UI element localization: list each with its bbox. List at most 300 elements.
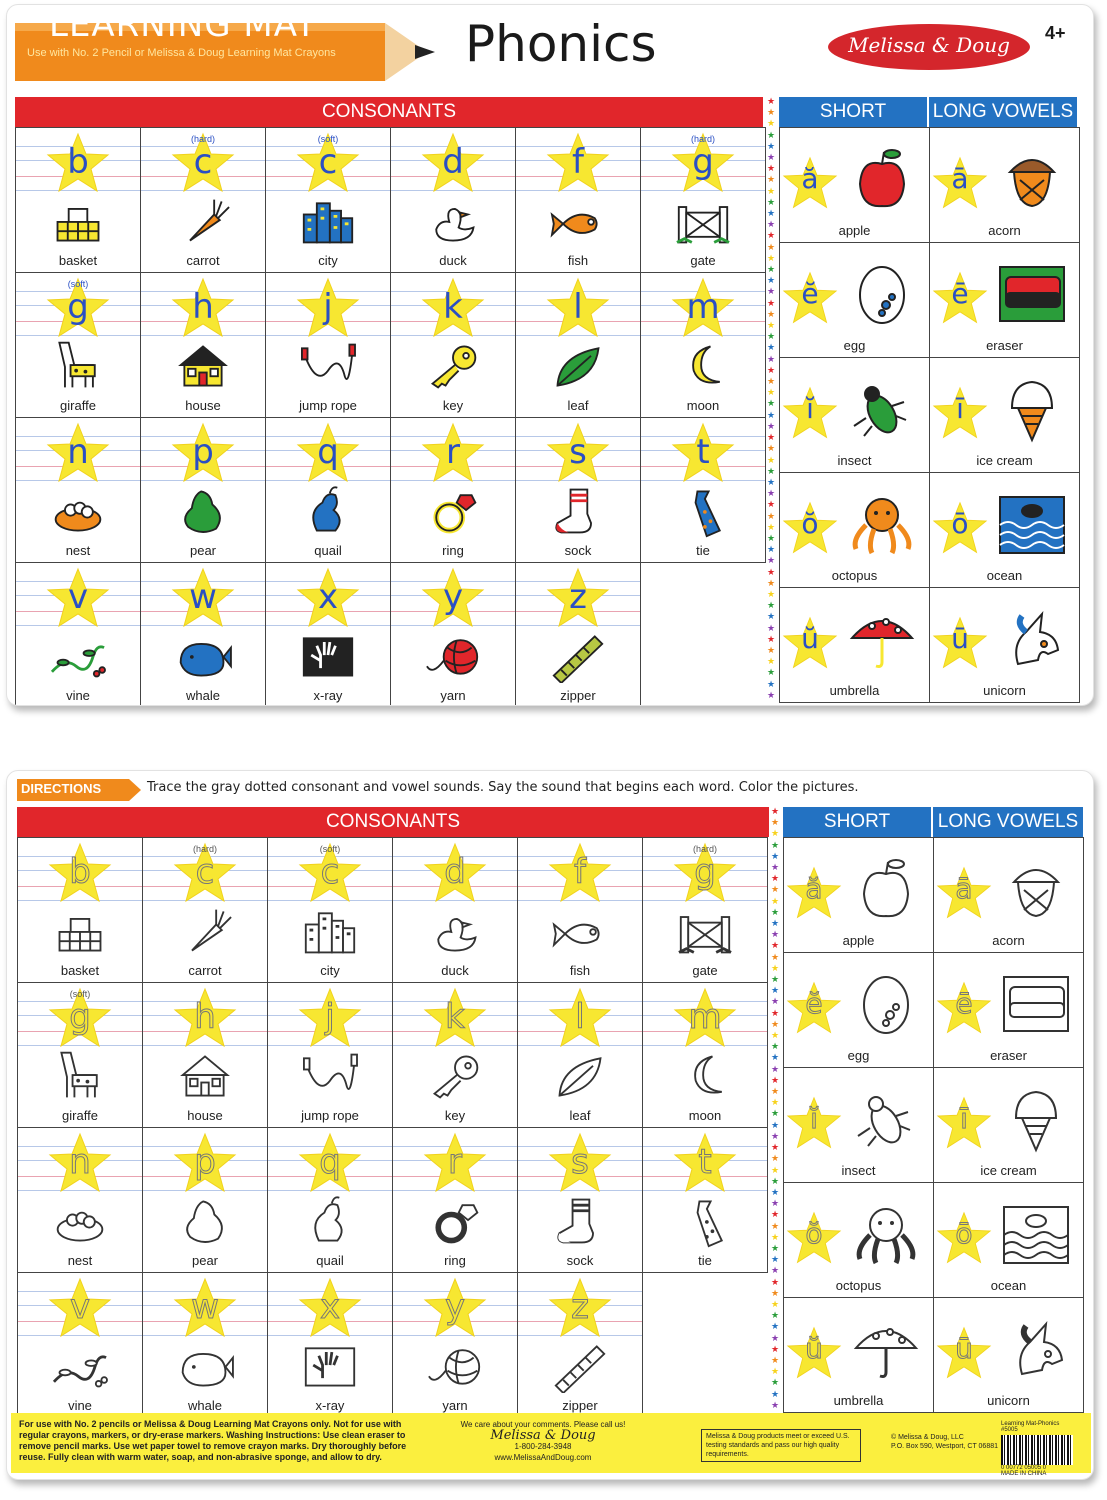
- learning-mat-front: [6, 4, 1094, 706]
- consonant-letter: p: [192, 432, 214, 472]
- picture-word: sock: [566, 1253, 594, 1268]
- consonant-letter: w: [191, 1287, 219, 1327]
- border-star-icon: ★: [766, 354, 776, 365]
- picture-word: pear: [189, 543, 217, 558]
- star-border: [765, 97, 777, 702]
- picture-word: unicorn: [983, 683, 1026, 698]
- basket-icon: [46, 194, 110, 248]
- border-star-icon: ★: [766, 287, 776, 298]
- consonant-cell-house: [141, 273, 266, 418]
- short-vowel-letter: ă: [805, 872, 823, 905]
- picture-word: quail: [316, 1253, 344, 1268]
- consonant-cell-vine: [18, 1273, 143, 1418]
- consonant-letter: r: [448, 1142, 462, 1182]
- border-star-icon: ★: [766, 175, 776, 186]
- quail-icon: [298, 1194, 362, 1248]
- border-star-icon: ★: [766, 601, 776, 612]
- border-star-icon: ★: [766, 645, 776, 656]
- picture-word: nest: [65, 543, 91, 558]
- consonant-letter: q: [319, 1142, 341, 1182]
- consonant-cell-duck: [391, 128, 516, 273]
- picture-word: house: [187, 1108, 223, 1123]
- long-vowel-cell-unicorn: [934, 1298, 1084, 1413]
- long-vowel-letter: ā: [951, 162, 969, 195]
- consonant-letter: c: [320, 852, 340, 892]
- consonant-cell-nest: [16, 418, 141, 563]
- whale-icon: [171, 629, 235, 683]
- picture-word: moon: [686, 398, 720, 413]
- house-icon: [173, 1049, 237, 1103]
- border-star-icon: ★: [770, 863, 780, 874]
- sound-tag: (soft): [67, 279, 89, 289]
- eraser-icon: [992, 259, 1072, 329]
- umbrella-icon: [842, 604, 922, 674]
- upc: 0 00772 05005 0: [1001, 1465, 1047, 1471]
- long-vowel-letter: ū: [951, 622, 969, 655]
- vowels-grid: [779, 127, 1080, 703]
- border-star-icon: ★: [766, 421, 776, 432]
- consonant-letter: z: [571, 1287, 589, 1327]
- sound-tag: (hard): [690, 134, 715, 144]
- picture-word: umbrella: [829, 683, 880, 698]
- border-star-icon: ★: [766, 410, 776, 421]
- border-star-icon: ★: [770, 963, 780, 974]
- ring-icon: [421, 484, 485, 538]
- unicorn-icon: [996, 1314, 1076, 1384]
- short-vowel-cell-apple: [780, 128, 930, 243]
- nest-icon: [46, 484, 110, 538]
- picture-word: ring: [442, 543, 464, 558]
- footer: [11, 1413, 1091, 1477]
- picture-word: tie: [696, 543, 710, 558]
- sound-tag: (hard): [692, 844, 717, 854]
- consonant-letter: m: [686, 287, 720, 327]
- picture-word: sock: [564, 543, 592, 558]
- border-star-icon: ★: [770, 1378, 780, 1389]
- short-vowel-letter: ŏ: [801, 507, 819, 540]
- picture-word: zipper: [562, 1398, 598, 1413]
- picture-word: ocean: [986, 568, 1023, 583]
- border-star-icon: ★: [770, 1199, 780, 1210]
- pear-icon: [173, 1194, 237, 1248]
- unicorn-icon: [992, 604, 1072, 674]
- border-star-icon: ★: [770, 930, 780, 941]
- border-star-icon: ★: [770, 997, 780, 1008]
- consonant-letter: d: [444, 852, 466, 892]
- consonant-letter: h: [194, 997, 216, 1037]
- long-vowel-letter: ē: [955, 987, 973, 1020]
- picture-word: acorn: [988, 223, 1021, 238]
- brand-name: Melissa & Doug: [848, 33, 1010, 57]
- picture-word: egg: [843, 338, 866, 353]
- zipper-icon: [548, 1339, 612, 1393]
- directions-text: Trace the gray dotted consonant and vowel sounds. Say the sound that begins each word. Color the pictures.: [147, 780, 859, 795]
- picture-word: ice cream: [980, 1163, 1037, 1178]
- picture-word: moon: [688, 1108, 722, 1123]
- consonant-cell-house: [143, 983, 268, 1128]
- city-icon: [298, 904, 362, 958]
- long-vowel-letter: ō: [951, 507, 969, 540]
- consonant-cell-city: [268, 838, 393, 983]
- border-star-icon: ★: [766, 668, 776, 679]
- consonant-letter: g: [694, 852, 716, 892]
- picture-word: x-ray: [315, 1398, 345, 1413]
- border-star-icon: ★: [770, 1109, 780, 1120]
- egg-icon: [842, 259, 922, 329]
- consonant-cell-basket: [16, 128, 141, 273]
- short-vowel-cell-umbrella: [780, 588, 930, 703]
- picture-word: leaf: [567, 398, 589, 413]
- consonant-letter: s: [571, 1142, 589, 1182]
- long-vowel-letter: ō: [955, 1217, 973, 1250]
- border-star-icon: ★: [770, 807, 780, 817]
- acorn-icon: [996, 854, 1076, 924]
- long-vowel-letter: ī: [960, 1102, 968, 1135]
- consonant-letter: v: [69, 1287, 91, 1327]
- consonant-cell-gate: [641, 128, 766, 273]
- picture-word: jump rope: [301, 1108, 359, 1123]
- border-star-icon: ★: [770, 1210, 780, 1221]
- consonant-letter: q: [317, 432, 339, 472]
- border-star-icon: ★: [770, 1221, 780, 1232]
- consonant-cell-fish: [518, 838, 643, 983]
- border-star-icon: ★: [770, 896, 780, 907]
- consonant-letter: j: [323, 287, 333, 327]
- barcode-block: [1001, 1421, 1081, 1477]
- border-star-icon: ★: [766, 130, 776, 141]
- picture-word: key: [444, 1108, 466, 1123]
- fish-icon: [548, 904, 612, 958]
- border-star-icon: ★: [766, 657, 776, 668]
- border-star-icon: ★: [770, 941, 780, 952]
- border-star-icon: ★: [766, 556, 776, 567]
- border-star-icon: ★: [770, 851, 780, 862]
- picture-word: pear: [191, 1253, 219, 1268]
- border-star-icon: ★: [766, 298, 776, 309]
- sock-icon: [546, 484, 610, 538]
- consonant-letter: r: [446, 432, 460, 472]
- picture-word: zipper: [560, 688, 596, 703]
- consonant-letter: j: [325, 997, 335, 1037]
- vowels-trace-grid: [783, 837, 1084, 1413]
- short-vowel-letter: ĭ: [810, 1102, 818, 1135]
- duck-icon: [423, 904, 487, 958]
- picture-word: giraffe: [60, 398, 96, 413]
- border-star-icon: ★: [770, 1277, 780, 1288]
- long-vowel-cell-ocean: [930, 473, 1080, 588]
- consonant-cell-yarn: [393, 1273, 518, 1418]
- border-star-icon: ★: [766, 578, 776, 589]
- picture-word: eraser: [986, 338, 1023, 353]
- picture-word: basket: [60, 963, 100, 978]
- company-info: [891, 1433, 998, 1451]
- mat-title: LEARNING MAT: [49, 5, 318, 45]
- border-star-icon: ★: [766, 533, 776, 544]
- whale-icon: [173, 1339, 237, 1393]
- border-star-icon: ★: [770, 1042, 780, 1053]
- consonant-cell-giraffe: [16, 273, 141, 418]
- umbrella-icon: [846, 1314, 926, 1384]
- product-name: Learning Mat-Phonics: [1001, 1421, 1060, 1427]
- picture-word: duck: [439, 253, 467, 268]
- consonant-cell-moon: [641, 273, 766, 418]
- consonant-cell-tie: [641, 418, 766, 563]
- long-vowels-header: LONG VOWELS: [933, 807, 1083, 837]
- care-instructions: For use with No. 2 pencils or Melissa & Doug Learning Mat Crayons only. Not for use with regular crayons, markers, or dry-erase markers. Washing Instructions: Use clean eraser to remove pencil marks. Use wet paper towel to remove crayon marks. Dry thoroughly before reuse. Fully clean with warm water, soap, and non-abrasive sponge, and allow to dry.: [19, 1419, 407, 1462]
- picture-word: nest: [67, 1253, 93, 1268]
- border-star-icon: ★: [766, 589, 776, 600]
- border-star-icon: ★: [766, 377, 776, 388]
- zipper-icon: [546, 629, 610, 683]
- border-star-icon: ★: [766, 108, 776, 119]
- contact-block: [443, 1419, 643, 1463]
- long-vowel-letter: ī: [956, 392, 964, 425]
- border-star-icon: ★: [766, 623, 776, 634]
- consonant-letter: f: [572, 142, 584, 182]
- consonant-cell-pear: [141, 418, 266, 563]
- picture-word: insect: [837, 453, 872, 468]
- empty-cell: [641, 563, 766, 706]
- long-vowels-header: LONG VOWELS: [929, 97, 1077, 127]
- picture-word: yarn: [440, 688, 466, 703]
- picture-word: ring: [444, 1253, 466, 1268]
- jump-rope-icon: [296, 339, 360, 393]
- border-star-icon: ★: [770, 840, 780, 851]
- picture-word: gate: [692, 963, 718, 978]
- egg-icon: [846, 969, 926, 1039]
- consonant-letter: w: [189, 577, 217, 617]
- topic-title: Phonics: [465, 15, 657, 73]
- mat-subtitle: Use with No. 2 Pencil or Melissa & Doug Learning Mat Crayons: [27, 47, 336, 59]
- border-star-icon: ★: [770, 1255, 780, 1266]
- picture-word: unicorn: [987, 1393, 1030, 1408]
- picture-word: vine: [68, 1398, 92, 1413]
- border-star-icon: ★: [770, 1232, 780, 1243]
- care-note: We care about your comments. Please call us!: [460, 1420, 626, 1429]
- short-vowel-cell-umbrella: [784, 1298, 934, 1413]
- border-star-icon: ★: [766, 276, 776, 287]
- border-star-icon: ★: [766, 265, 776, 276]
- consonant-letter: n: [69, 1142, 91, 1182]
- border-star-icon: ★: [770, 1075, 780, 1086]
- border-star-icon: ★: [766, 679, 776, 690]
- border-star-icon: ★: [766, 477, 776, 488]
- picture-word: leaf: [569, 1108, 591, 1123]
- border-star-icon: ★: [766, 153, 776, 164]
- consonant-cell-x-ray: [268, 1273, 393, 1418]
- border-star-icon: ★: [766, 220, 776, 231]
- moon-icon: [671, 339, 735, 393]
- consonant-letter: l: [575, 997, 585, 1037]
- vine-icon: [46, 629, 110, 683]
- border-star-icon: ★: [770, 1266, 780, 1277]
- border-star-icon: ★: [766, 399, 776, 410]
- picture-word: basket: [58, 253, 98, 268]
- border-star-icon: ★: [770, 1187, 780, 1198]
- border-star-icon: ★: [766, 500, 776, 511]
- long-vowel-cell-acorn: [930, 128, 1080, 243]
- jump-rope-icon: [298, 1049, 362, 1103]
- border-star-icon: ★: [766, 197, 776, 208]
- border-star-icon: ★: [770, 1344, 780, 1355]
- border-star-icon: ★: [766, 119, 776, 130]
- fish-icon: [546, 194, 610, 248]
- consonant-letter: y: [444, 1287, 466, 1327]
- consonant-letter: x: [317, 577, 339, 617]
- short-vowel-cell-octopus: [784, 1183, 934, 1298]
- consonant-letter: k: [443, 287, 463, 327]
- border-star-icon: ★: [770, 1098, 780, 1109]
- consonant-letter: k: [445, 997, 465, 1037]
- border-star-icon: ★: [766, 242, 776, 253]
- picture-word: acorn: [992, 933, 1025, 948]
- border-star-icon: ★: [770, 1131, 780, 1142]
- made-in: MADE IN CHINA: [1001, 1471, 1047, 1477]
- consonant-cell-pear: [143, 1128, 268, 1273]
- short-vowel-cell-apple: [784, 838, 934, 953]
- standards-note: Melissa & Doug products meet or exceed U.S. testing standards and pass our high quality requirements.: [701, 1429, 861, 1462]
- consonant-cell-ring: [393, 1128, 518, 1273]
- border-star-icon: ★: [770, 1031, 780, 1042]
- duck-icon: [421, 194, 485, 248]
- consonant-letter: y: [442, 577, 464, 617]
- yarn-icon: [423, 1339, 487, 1393]
- short-vowel-cell-insect: [780, 358, 930, 473]
- pear-icon: [171, 484, 235, 538]
- consonant-cell-whale: [143, 1273, 268, 1418]
- border-star-icon: ★: [770, 1288, 780, 1299]
- border-star-icon: ★: [770, 1053, 780, 1064]
- border-star-icon: ★: [770, 1322, 780, 1333]
- border-star-icon: ★: [770, 1019, 780, 1030]
- border-star-icon: ★: [766, 231, 776, 242]
- short-vowel-letter: ŭ: [801, 622, 819, 655]
- consonant-cell-gate: [643, 838, 768, 983]
- border-star-icon: ★: [770, 874, 780, 885]
- long-vowel-letter: ē: [951, 277, 969, 310]
- border-star-icon: ★: [770, 1143, 780, 1154]
- border-star-icon: ★: [766, 209, 776, 220]
- house-icon: [171, 339, 235, 393]
- consonant-cell-carrot: [141, 128, 266, 273]
- border-star-icon: ★: [770, 1367, 780, 1378]
- consonant-letter: g: [69, 997, 91, 1037]
- long-vowel-cell-eraser: [930, 243, 1080, 358]
- picture-word: city: [318, 253, 338, 268]
- tie-icon: [673, 1194, 737, 1248]
- picture-word: whale: [186, 688, 220, 703]
- consonant-letter: b: [67, 142, 89, 182]
- consonant-letter: v: [67, 577, 89, 617]
- border-star-icon: ★: [766, 186, 776, 197]
- gate-icon: [673, 904, 737, 958]
- ocean-icon: [996, 1199, 1076, 1269]
- border-star-icon: ★: [770, 1355, 780, 1366]
- consonant-letter: b: [69, 852, 91, 892]
- long-vowel-cell-unicorn: [930, 588, 1080, 703]
- consonant-cell-leaf: [518, 983, 643, 1128]
- border-star-icon: ★: [770, 1389, 780, 1400]
- picture-word: jump rope: [299, 398, 357, 413]
- learning-mat-back: [6, 770, 1094, 1480]
- border-star-icon: ★: [770, 1299, 780, 1310]
- border-star-icon: ★: [766, 522, 776, 533]
- giraffe-icon: [48, 1049, 112, 1103]
- x-ray-icon: [296, 629, 360, 683]
- consonant-cell-fish: [516, 128, 641, 273]
- consonant-cell-jump-rope: [266, 273, 391, 418]
- border-star-icon: ★: [770, 1311, 780, 1322]
- insect-icon: [842, 374, 922, 444]
- short-vowels-header: SHORT: [783, 807, 931, 837]
- consonant-letter: c: [193, 142, 213, 182]
- border-star-icon: ★: [766, 388, 776, 399]
- border-star-icon: ★: [770, 919, 780, 930]
- border-star-icon: ★: [770, 1165, 780, 1176]
- border-star-icon: ★: [770, 829, 780, 840]
- border-star-icon: ★: [766, 321, 776, 332]
- border-star-icon: ★: [770, 1008, 780, 1019]
- picture-word: house: [185, 398, 221, 413]
- consonant-letter: g: [692, 142, 714, 182]
- picture-word: fish: [567, 253, 589, 268]
- picture-word: umbrella: [833, 1393, 884, 1408]
- short-vowel-cell-egg: [780, 243, 930, 358]
- city-icon: [296, 194, 360, 248]
- short-vowel-letter: ŏ: [805, 1217, 823, 1250]
- border-star-icon: ★: [766, 634, 776, 645]
- octopus-icon: [842, 489, 922, 559]
- border-star-icon: ★: [766, 489, 776, 500]
- picture-word: apple: [842, 933, 875, 948]
- company: © Melissa & Doug, LLC: [891, 1434, 964, 1441]
- consonant-letter: c: [195, 852, 215, 892]
- giraffe-icon: [46, 339, 110, 393]
- consonant-cell-tie: [643, 1128, 768, 1273]
- barcode-icon: [1001, 1435, 1073, 1465]
- picture-word: vine: [66, 688, 90, 703]
- long-vowel-cell-ice-cream: [934, 1068, 1084, 1183]
- insect-icon: [846, 1084, 926, 1154]
- consonant-cell-nest: [18, 1128, 143, 1273]
- picture-word: carrot: [186, 253, 220, 268]
- consonant-cell-leaf: [516, 273, 641, 418]
- border-star-icon: ★: [770, 1243, 780, 1254]
- border-star-icon: ★: [766, 141, 776, 152]
- picture-word: egg: [847, 1048, 870, 1063]
- ring-icon: [423, 1194, 487, 1248]
- ice-cream-icon: [992, 374, 1072, 444]
- moon-icon: [673, 1049, 737, 1103]
- long-vowel-letter: ā: [955, 872, 973, 905]
- border-star-icon: ★: [766, 567, 776, 578]
- short-vowel-cell-egg: [784, 953, 934, 1068]
- consonant-letter: d: [442, 142, 464, 182]
- consonant-cell-key: [393, 983, 518, 1128]
- short-vowel-letter: ĕ: [805, 987, 823, 1020]
- consonant-letter: s: [569, 432, 587, 472]
- vine-icon: [48, 1339, 112, 1393]
- sound-tag: (soft): [69, 989, 91, 999]
- consonant-cell-vine: [16, 563, 141, 706]
- consonant-cell-carrot: [143, 838, 268, 983]
- border-star-icon: ★: [770, 1400, 780, 1411]
- key-icon: [423, 1049, 487, 1103]
- consonants-header: CONSONANTS: [17, 807, 769, 837]
- border-star-icon: ★: [766, 365, 776, 376]
- picture-word: gate: [690, 253, 716, 268]
- consonant-cell-sock: [516, 418, 641, 563]
